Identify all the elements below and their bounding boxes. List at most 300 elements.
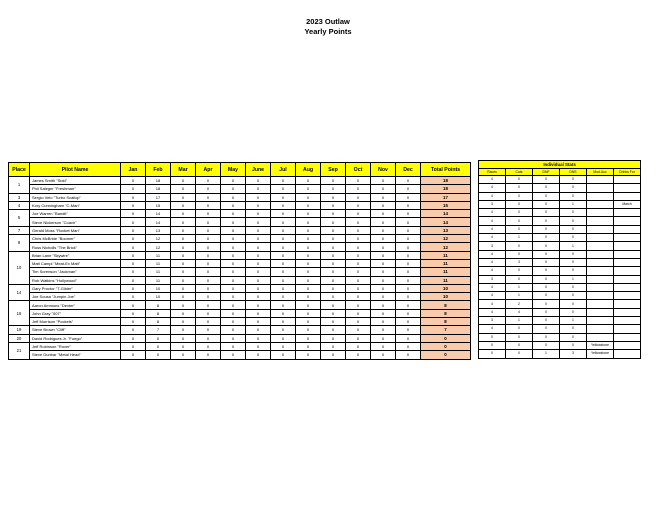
month-cell: 0	[371, 226, 396, 234]
month-cell: 0	[246, 226, 271, 234]
month-cell: 0	[196, 309, 221, 317]
month-cell: 0	[171, 226, 196, 234]
stats-cell	[614, 267, 641, 275]
column-header: Feb	[146, 163, 171, 177]
month-cell: 0	[346, 318, 371, 326]
month-cell: 0	[246, 301, 271, 309]
month-cell: 0	[371, 235, 396, 243]
month-cell: 12	[146, 235, 171, 243]
pilot-name-cell: Aaron Ammons "Dexter"	[30, 301, 121, 309]
month-cell: 0	[371, 201, 396, 209]
month-cell: 0	[221, 268, 246, 276]
month-cell: 0	[221, 235, 246, 243]
table-row	[9, 177, 471, 185]
month-cell: 0	[221, 301, 246, 309]
month-cell: 0	[346, 259, 371, 267]
month-cell: 0	[296, 218, 321, 226]
month-cell: 0	[246, 185, 271, 193]
month-cell: 0	[271, 309, 296, 317]
month-cell: 0	[246, 235, 271, 243]
month-cell: 0	[296, 210, 321, 218]
stats-cell	[614, 350, 641, 358]
pilot-name-cell: Jeff Robinson "Rover"	[30, 342, 121, 350]
month-cell: 0	[271, 177, 296, 185]
month-cell: 0	[271, 284, 296, 292]
month-cell: 0	[221, 318, 246, 326]
month-cell: 0	[346, 309, 371, 317]
month-cell: 13	[146, 226, 171, 234]
pilot-name-cell: Joe Warren "Bandit"	[30, 210, 121, 218]
month-cell: 0	[221, 276, 246, 284]
table-row	[9, 293, 471, 301]
stats-cell: 4	[479, 300, 506, 308]
place-cell: 4	[9, 201, 30, 209]
month-cell: 0	[371, 334, 396, 342]
place-cell: 20	[9, 334, 30, 342]
stats-cell	[614, 184, 641, 192]
month-cell: 0	[121, 210, 146, 218]
month-cell: 0	[296, 284, 321, 292]
pilot-name-cell: Steve Dunbar "Metal Head"	[30, 351, 121, 359]
month-cell: 0	[196, 201, 221, 209]
column-header: Pilot Name	[30, 163, 121, 177]
month-cell: 0	[271, 318, 296, 326]
stats-cell	[587, 225, 614, 233]
stats-cell: 3	[506, 258, 533, 266]
stats-cell: 0	[506, 225, 533, 233]
month-cell: 0	[371, 301, 396, 309]
stats-cell: 0	[479, 350, 506, 358]
month-cell: 0	[346, 342, 371, 350]
month-cell: 0	[396, 301, 421, 309]
month-cell: 0	[121, 326, 146, 334]
table-row	[9, 243, 471, 251]
stats-cell: 0	[533, 275, 560, 283]
stats-cell: 0	[560, 176, 587, 184]
month-cell: 0	[246, 342, 271, 350]
month-cell: 0	[396, 309, 421, 317]
month-cell: 18	[146, 177, 171, 185]
month-cell: 0	[196, 301, 221, 309]
stats-cell	[587, 250, 614, 258]
stats-cell: 3	[479, 275, 506, 283]
pilot-name-cell: Gerald Moss "Rocket Man"	[30, 226, 121, 234]
pilot-name-cell: Kory Cunningham "C-Man"	[30, 201, 121, 209]
month-cell: 0	[271, 185, 296, 193]
month-cell: 0	[371, 210, 396, 218]
stats-cell: 0	[506, 350, 533, 358]
month-cell: 0	[246, 193, 271, 201]
place-cell: 8	[9, 235, 30, 252]
stats-cell: 0	[506, 217, 533, 225]
month-cell: 0	[171, 210, 196, 218]
month-cell: 0	[196, 342, 221, 350]
month-cell: 0	[396, 351, 421, 359]
month-cell: 0	[396, 185, 421, 193]
month-cell: 0	[221, 185, 246, 193]
stats-cell	[587, 176, 614, 184]
stats-cell	[614, 176, 641, 184]
month-cell: 0	[246, 326, 271, 334]
month-cell: 0	[171, 235, 196, 243]
place-cell: 1	[9, 177, 30, 194]
table-row	[9, 351, 471, 359]
stats-cell	[614, 341, 641, 349]
stats-cell: 0	[560, 341, 587, 349]
month-cell: 0	[246, 243, 271, 251]
total-points-cell: 0	[421, 334, 471, 342]
month-cell: 0	[321, 235, 346, 243]
month-cell: 0	[121, 218, 146, 226]
month-cell: 0	[246, 251, 271, 259]
stats-cell	[587, 209, 614, 217]
column-header: Aug	[296, 163, 321, 177]
table-row	[9, 201, 471, 209]
stats-cell: 0	[560, 308, 587, 316]
table-row	[9, 342, 471, 350]
place-cell: 14	[9, 284, 30, 301]
stats-row	[479, 225, 641, 233]
month-cell: 12	[146, 243, 171, 251]
month-cell: 0	[371, 351, 396, 359]
place-cell: 19	[9, 326, 30, 334]
stats-cell: 4	[506, 308, 533, 316]
month-cell: 0	[346, 284, 371, 292]
points-header-row	[9, 163, 471, 177]
month-cell: 0	[171, 301, 196, 309]
month-cell: 0	[321, 193, 346, 201]
month-cell: 0	[121, 201, 146, 209]
stats-cell	[587, 283, 614, 291]
month-cell: 0	[321, 342, 346, 350]
month-cell: 0	[196, 318, 221, 326]
individual-stats-table	[478, 160, 641, 359]
month-cell: 11	[146, 251, 171, 259]
table-row	[9, 226, 471, 234]
month-cell: 0	[396, 318, 421, 326]
month-cell: 0	[296, 201, 321, 209]
pilot-name-cell: James Smith "Sidd"	[30, 177, 121, 185]
month-cell: 0	[246, 201, 271, 209]
month-cell: 0	[396, 235, 421, 243]
month-cell: 0	[346, 351, 371, 359]
month-cell: 0	[196, 326, 221, 334]
stats-cell: 0	[506, 341, 533, 349]
stats-cell: 0	[533, 176, 560, 184]
stats-cell: 0	[560, 300, 587, 308]
month-cell: 0	[271, 243, 296, 251]
stats-cell: 0	[533, 192, 560, 200]
month-cell: 0	[346, 177, 371, 185]
month-cell: 0	[371, 318, 396, 326]
month-cell: 0	[396, 226, 421, 234]
pilot-name-cell: Brian Lane "Skywire"	[30, 251, 121, 259]
month-cell: 17	[146, 193, 171, 201]
month-cell: 0	[271, 218, 296, 226]
month-cell: 0	[346, 293, 371, 301]
stats-cell	[614, 283, 641, 291]
month-cell: 0	[321, 218, 346, 226]
place-cell: 3	[9, 193, 30, 201]
total-points-cell: 8	[421, 301, 471, 309]
stats-cell: 0	[560, 225, 587, 233]
stats-row	[479, 258, 641, 266]
month-cell: 0	[346, 226, 371, 234]
stats-cell: 0	[533, 267, 560, 275]
column-header: Place	[9, 163, 30, 177]
total-points-cell: 11	[421, 251, 471, 259]
month-cell: 0	[371, 177, 396, 185]
month-cell: 0	[121, 276, 146, 284]
month-cell: 0	[196, 235, 221, 243]
total-points-cell: 8	[421, 318, 471, 326]
stats-cell	[587, 217, 614, 225]
stats-cell	[614, 300, 641, 308]
pilot-name-cell: Russ Nicholls "The Brick"	[30, 243, 121, 251]
total-points-cell: 11	[421, 276, 471, 284]
stats-cell: 4	[479, 234, 506, 242]
stats-cell: 0	[506, 242, 533, 250]
month-cell: 0	[396, 293, 421, 301]
month-cell: 0	[321, 243, 346, 251]
pilot-name-cell: Rob Watkins "Hollywood"	[30, 276, 121, 284]
month-cell: 0	[371, 243, 396, 251]
total-points-cell: 10	[421, 284, 471, 292]
stats-column-header: Cuts	[506, 169, 533, 176]
pilot-name-cell: Tim Sorenson "Jackman"	[30, 268, 121, 276]
month-cell: 0	[171, 318, 196, 326]
month-cell: 0	[221, 284, 246, 292]
stats-cell: 0	[560, 217, 587, 225]
column-header: Dec	[396, 163, 421, 177]
month-cell: 0	[371, 293, 396, 301]
month-cell: 0	[321, 351, 346, 359]
pilot-name-cell: Steve Nickerson "Coach"	[30, 218, 121, 226]
month-cell: 0	[171, 251, 196, 259]
pilot-name-cell: Gary Proctor "T-Glider"	[30, 284, 121, 292]
stats-cell: 4	[479, 267, 506, 275]
stats-cell: 0	[560, 184, 587, 192]
month-cell: 0	[221, 218, 246, 226]
month-cell: 0	[196, 351, 221, 359]
month-cell: 8	[146, 301, 171, 309]
stats-cell: 0	[533, 234, 560, 242]
stats-title: Individual Stats	[479, 161, 641, 169]
month-cell: 0	[121, 301, 146, 309]
stats-row	[479, 283, 641, 291]
month-cell: 0	[296, 334, 321, 342]
month-cell: 0	[171, 243, 196, 251]
stats-cell: 0	[506, 192, 533, 200]
month-cell: 0	[171, 218, 196, 226]
pilot-name-cell: Joe Sousa "Jumpin Joe"	[30, 293, 121, 301]
month-cell: 0	[346, 235, 371, 243]
month-cell: 0	[246, 293, 271, 301]
month-cell: 0	[246, 309, 271, 317]
month-cell: 0	[371, 326, 396, 334]
table-row	[9, 268, 471, 276]
stats-cell: 0	[506, 250, 533, 258]
month-cell: 7	[146, 326, 171, 334]
month-cell: 0	[371, 251, 396, 259]
stats-cell	[587, 242, 614, 250]
month-cell: 0	[121, 309, 146, 317]
month-cell: 0	[296, 243, 321, 251]
month-cell: 0	[296, 342, 321, 350]
month-cell: 0	[171, 342, 196, 350]
total-points-cell: 15	[421, 201, 471, 209]
stats-cell: 1	[506, 317, 533, 325]
stats-cell: 0	[560, 283, 587, 291]
month-cell: 10	[146, 284, 171, 292]
month-cell: 0	[321, 301, 346, 309]
stats-cell: 0	[479, 333, 506, 341]
month-cell: 0	[246, 351, 271, 359]
month-cell: 0	[296, 309, 321, 317]
month-cell: 0	[346, 276, 371, 284]
stats-cell: 0	[533, 184, 560, 192]
stats-row	[479, 176, 641, 184]
stats-cell: 0	[533, 200, 560, 208]
table-row	[9, 309, 471, 317]
stats-cell	[587, 317, 614, 325]
stats-cell: 4	[479, 258, 506, 266]
month-cell: 0	[221, 226, 246, 234]
place-cell: 7	[9, 226, 30, 234]
month-cell: 0	[171, 201, 196, 209]
month-cell: 0	[171, 185, 196, 193]
month-cell: 0	[296, 177, 321, 185]
stats-cell	[587, 275, 614, 283]
month-cell: 0	[296, 268, 321, 276]
stats-cell: 0	[533, 225, 560, 233]
stats-column-header: Drinks For	[614, 169, 641, 176]
stats-cell	[614, 234, 641, 242]
month-cell: 0	[246, 268, 271, 276]
month-cell: 0	[146, 334, 171, 342]
stats-row	[479, 242, 641, 250]
column-header: May	[221, 163, 246, 177]
month-cell: 0	[196, 334, 221, 342]
place-cell: 5	[9, 210, 30, 227]
month-cell: 0	[196, 251, 221, 259]
column-header: Jan	[121, 163, 146, 177]
month-cell: 8	[146, 318, 171, 326]
total-points-cell: 11	[421, 259, 471, 267]
month-cell: 0	[346, 193, 371, 201]
month-cell: 0	[346, 326, 371, 334]
month-cell: 11	[146, 259, 171, 267]
stats-cell: 0	[506, 209, 533, 217]
table-row	[9, 193, 471, 201]
month-cell: 0	[271, 259, 296, 267]
stats-cell	[587, 200, 614, 208]
month-cell: 8	[146, 309, 171, 317]
month-cell: 0	[396, 201, 421, 209]
stats-cell: 0	[533, 317, 560, 325]
month-cell: 0	[321, 226, 346, 234]
stats-cell	[587, 325, 614, 333]
stats-row	[479, 275, 641, 283]
month-cell: 0	[396, 218, 421, 226]
stats-cell: 4	[479, 250, 506, 258]
month-cell: 0	[196, 284, 221, 292]
month-cell: 0	[221, 351, 246, 359]
month-cell: 0	[296, 251, 321, 259]
month-cell: 0	[296, 185, 321, 193]
pilot-name-cell: David Rodrigues Jr. "Fuego"	[30, 334, 121, 342]
stats-cell	[587, 234, 614, 242]
month-cell: 0	[296, 259, 321, 267]
stats-cell: 0	[506, 200, 533, 208]
pilot-name-cell: John Gray "007"	[30, 309, 121, 317]
column-header: June	[246, 163, 271, 177]
month-cell: 14	[146, 210, 171, 218]
month-cell: 0	[321, 276, 346, 284]
stats-row	[479, 192, 641, 200]
total-points-cell: 17	[421, 193, 471, 201]
stats-row	[479, 341, 641, 349]
total-points-cell: 8	[421, 309, 471, 317]
total-points-cell: 7	[421, 326, 471, 334]
pilot-name-cell: Steve Brown "Cliff"	[30, 326, 121, 334]
month-cell: 0	[371, 284, 396, 292]
stats-cell: Yellowstone	[587, 341, 614, 349]
stats-cell: 0	[533, 325, 560, 333]
month-cell: 0	[296, 351, 321, 359]
stats-cell: 1	[533, 350, 560, 358]
month-cell: 0	[121, 259, 146, 267]
stats-cell	[587, 192, 614, 200]
stats-cell: 0	[533, 333, 560, 341]
stats-row	[479, 308, 641, 316]
stats-cell	[614, 192, 641, 200]
total-points-cell: 12	[421, 235, 471, 243]
month-cell: 0	[271, 293, 296, 301]
month-cell: 0	[271, 193, 296, 201]
stats-cell	[587, 292, 614, 300]
stats-row	[479, 184, 641, 192]
pilot-name-cell: Jeff Morrison "Pockets"	[30, 318, 121, 326]
month-cell: 0	[246, 318, 271, 326]
column-header: Oct	[346, 163, 371, 177]
total-points-cell: 0	[421, 342, 471, 350]
table-row	[9, 185, 471, 193]
stats-cell	[614, 258, 641, 266]
table-row	[9, 276, 471, 284]
month-cell: 0	[271, 210, 296, 218]
month-cell: 0	[246, 177, 271, 185]
month-cell: 0	[221, 259, 246, 267]
month-cell: 0	[171, 193, 196, 201]
month-cell: 0	[396, 334, 421, 342]
month-cell: 0	[321, 268, 346, 276]
month-cell: 0	[171, 293, 196, 301]
stats-cell: 0	[560, 325, 587, 333]
month-cell: 0	[121, 226, 146, 234]
month-cell: 0	[171, 284, 196, 292]
month-cell: 0	[171, 326, 196, 334]
stats-cell: 0	[560, 192, 587, 200]
column-header: Total Points	[421, 163, 471, 177]
column-header: Nov	[371, 163, 396, 177]
month-cell: 0	[221, 243, 246, 251]
month-cell: 0	[371, 218, 396, 226]
month-cell: 0	[246, 276, 271, 284]
stats-cell: 0	[560, 292, 587, 300]
place-cell: 21	[9, 342, 30, 359]
month-cell: 0	[346, 185, 371, 193]
